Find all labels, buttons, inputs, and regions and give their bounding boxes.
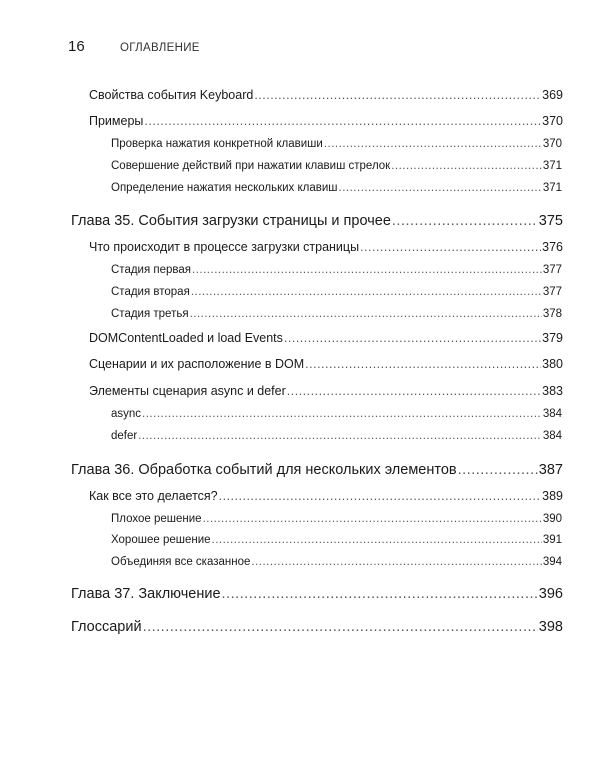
- toc-entry-page: 379: [542, 331, 563, 345]
- toc-entry: [111, 513, 562, 525]
- toc-entry-title: DOMContentLoaded и load Events: [89, 331, 283, 345]
- toc-entry-title: Глава 37. Заключение: [71, 586, 221, 602]
- toc-entry-page: 398: [538, 619, 563, 635]
- toc-entry-page: 377: [542, 264, 562, 276]
- toc-entry-title: Глава 36. Обработка событий для нескольких элементов: [71, 462, 457, 478]
- toc-entry: [111, 182, 562, 194]
- toc-entry-page: 391: [542, 534, 562, 546]
- toc-entry: [89, 357, 563, 371]
- dot-leader: [360, 240, 541, 254]
- dot-leader: [305, 357, 541, 371]
- toc-entry: [71, 462, 563, 478]
- dot-leader: [191, 286, 542, 298]
- dot-leader: [222, 586, 538, 602]
- dot-leader: [324, 138, 542, 150]
- toc-entry-title: Стадия вторая: [111, 286, 190, 298]
- toc-entry-title: Хорошее решение: [111, 534, 211, 546]
- dot-leader: [190, 308, 542, 320]
- toc-entry-title: Стадия первая: [111, 264, 192, 276]
- toc-entry-page: 371: [542, 182, 562, 194]
- toc-entry-page: 370: [542, 114, 563, 128]
- toc-entry-page: 389: [542, 489, 563, 503]
- toc-entry-title: defer: [111, 430, 138, 442]
- toc-entry-page: 378: [542, 308, 562, 320]
- toc-entry: [89, 240, 563, 254]
- running-title: ОГЛАВЛЕНИЕ: [120, 42, 200, 54]
- toc-entry-page: 380: [542, 357, 563, 371]
- toc-entry: [111, 264, 562, 276]
- toc-entry-page: 383: [542, 384, 563, 398]
- dot-leader: [284, 331, 541, 345]
- toc-entry-title: Объединяя все сказанное: [111, 556, 251, 568]
- toc-entry-title: Свойства события Keyboard: [89, 88, 254, 102]
- toc-entry-page: 375: [538, 213, 563, 229]
- dot-leader: [251, 556, 541, 568]
- toc-entry-page: 390: [542, 513, 562, 525]
- dot-leader: [391, 160, 542, 172]
- toc-entry-title: Примеры: [89, 114, 144, 128]
- dot-leader: [142, 408, 542, 420]
- dot-leader: [203, 513, 542, 525]
- toc-entry-title: Сценарии и их расположение в DOM: [89, 357, 305, 371]
- toc-entry: [111, 160, 562, 172]
- dot-leader: [138, 430, 542, 442]
- dot-leader: [339, 182, 542, 194]
- toc-entry-page: 376: [542, 240, 563, 254]
- toc-entry-page: 384: [542, 408, 562, 420]
- toc-entry: [111, 534, 562, 546]
- toc-entry-page: 387: [538, 462, 563, 478]
- toc-entry-title: Плохое решение: [111, 513, 202, 525]
- toc-entry: [111, 138, 562, 150]
- toc-entry: [111, 430, 562, 442]
- toc-entry: [71, 213, 563, 229]
- toc-entry-page: 371: [542, 160, 562, 172]
- toc-entry: [111, 408, 562, 420]
- toc-entry-title: Что происходит в процессе загрузки страницы: [89, 240, 360, 254]
- toc-entry-title: Стадия третья: [111, 308, 189, 320]
- toc-entry: [71, 586, 563, 602]
- toc-entry-page: 384: [542, 430, 562, 442]
- toc-entry: [89, 384, 563, 398]
- dot-leader: [392, 213, 538, 229]
- toc-entry-title: async: [111, 408, 142, 420]
- dot-leader: [143, 619, 538, 635]
- toc-entry-title: Как все это делается?: [89, 489, 218, 503]
- dot-leader: [192, 264, 542, 276]
- page-header: [68, 38, 200, 55]
- toc-entry: [89, 114, 563, 128]
- dot-leader: [219, 489, 542, 503]
- toc-entry-title: Глоссарий: [71, 619, 142, 635]
- dot-leader: [458, 462, 538, 478]
- toc-entry-page: 369: [542, 88, 563, 102]
- dot-leader: [212, 534, 542, 546]
- page-number: 16: [68, 38, 85, 55]
- toc-entry-title: Глава 35. События загрузки страницы и прочее: [71, 213, 391, 229]
- toc-entry-title: Проверка нажатия конкретной клавиши: [111, 138, 323, 150]
- toc-entry: [89, 88, 563, 102]
- toc-entry: [111, 556, 562, 568]
- toc-entry-title: Элементы сценария async и defer: [89, 384, 286, 398]
- toc-entry-title: Совершение действий при нажатии клавиш стрелок: [111, 160, 391, 172]
- toc-entry-page: 370: [542, 138, 562, 150]
- toc-entry-title: Определение нажатия нескольких клавиш: [111, 182, 338, 194]
- toc-entry: [71, 619, 563, 635]
- dot-leader: [144, 114, 541, 128]
- toc-entry: [89, 489, 563, 503]
- toc-entry-page: 394: [542, 556, 562, 568]
- toc-entry-page: 377: [542, 286, 562, 298]
- dot-leader: [287, 384, 541, 398]
- toc-entry-page: 396: [538, 586, 563, 602]
- dot-leader: [254, 88, 541, 102]
- toc-entry: [89, 331, 563, 345]
- toc-entry: [111, 286, 562, 298]
- toc-entry: [111, 308, 562, 320]
